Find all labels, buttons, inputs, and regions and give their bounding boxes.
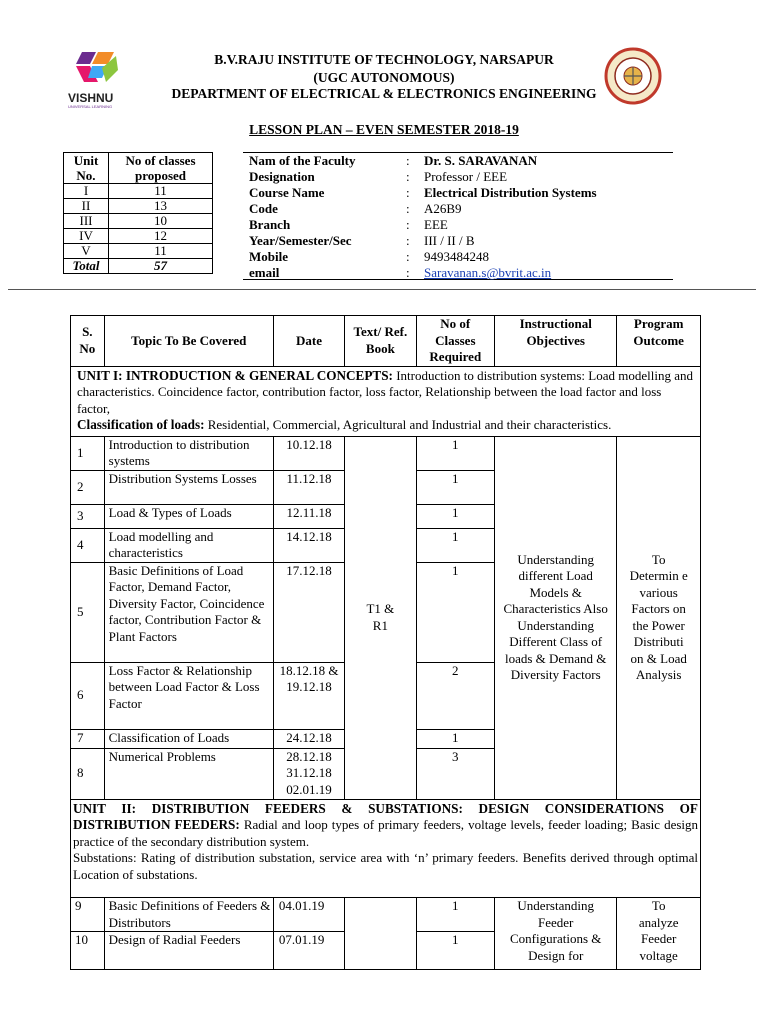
faculty-colon: : [406, 153, 410, 168]
unit-classes: 12 [109, 229, 213, 244]
unit-no: IV [64, 229, 109, 244]
row-classes: 2 [416, 662, 494, 729]
unit2-text: Radial and loop types of primary feeders, voltage levels, feeder loading; Basic design practice of the secondary distribution system. [73, 817, 699, 849]
row-date: 14.12.18 [273, 528, 344, 562]
row-classes: 1 [416, 470, 494, 504]
faculty-value: A26B9 [424, 201, 462, 216]
row-classes: 1 [416, 932, 494, 970]
logo-text: VISHNU [68, 91, 114, 105]
faculty-label: Course Name [249, 185, 325, 200]
row-no: 7 [71, 729, 105, 748]
faculty-label: Code [249, 201, 278, 216]
institute-name: B.V.RAJU INSTITUTE OF TECHNOLOGY, NARSAPUR [214, 52, 554, 67]
row-no: 3 [71, 504, 105, 528]
unit2-heading: UNIT II: DISTRIBUTION FEEDERS & SUBSTATIONS: DESIGN CONSIDERATIONS OF DISTRIBUTION FEEDERS: [73, 800, 698, 832]
faculty-value: Professor / EEE [424, 169, 508, 184]
faculty-label: Branch [249, 217, 291, 232]
faculty-email-link[interactable]: Saravanan.s@bvrit.ac.in [424, 265, 552, 280]
row-no: 9 [71, 898, 105, 932]
faculty-colon: : [406, 265, 410, 280]
unit2-description [71, 799, 701, 898]
row-date: 04.01.19 [273, 898, 344, 932]
row-date: 10.12.18 [273, 436, 344, 470]
faculty-colon: : [406, 169, 410, 184]
faculty-row [249, 265, 597, 281]
faculty-row [249, 185, 597, 201]
faculty-value: Dr. S. SARAVANAN [424, 153, 538, 168]
col-date: Date [273, 316, 344, 367]
faculty-value: III / II / B [424, 233, 475, 248]
unit-no: III [64, 214, 109, 229]
row-topic: Load & Types of Loads [104, 504, 273, 528]
outcome-cell: To analyze Feeder voltage [617, 898, 701, 970]
faculty-colon: : [406, 249, 410, 264]
textbook-cell: T1 & R1 [345, 436, 416, 799]
units-row [64, 184, 213, 199]
textbook-cell [345, 898, 416, 970]
unit-no: V [64, 244, 109, 259]
faculty-row [249, 217, 597, 233]
row-topic: Introduction to distribution systems [104, 436, 273, 470]
unit1-text: Introduction to distribution systems: Load modelling and characteristics. Coincidence factor, contribution factor, loss factor, Relationship between the load factor and loss factor, [77, 367, 693, 416]
row-classes: 1 [416, 729, 494, 748]
row-no: 8 [71, 748, 105, 799]
row-date: 12.11.18 [273, 504, 344, 528]
section-divider [8, 289, 756, 290]
row-no: 10 [71, 932, 105, 970]
col-outcome: Program Outcome [617, 316, 701, 367]
units-header-unit: Unit No. [64, 153, 109, 184]
autonomy-text: (UGC AUTONOMOUS) [313, 70, 455, 85]
col-classes: No of Classes Required [416, 316, 494, 367]
unit-classes: 11 [109, 184, 213, 199]
faculty-colon: : [406, 233, 410, 248]
faculty-row [249, 201, 597, 217]
objectives-cell: Understanding Feeder Configurations & Design for [495, 898, 617, 970]
col-objectives: Instructional Objectives [495, 316, 617, 367]
col-sno: S. No [71, 316, 105, 367]
units-row [64, 214, 213, 229]
row-topic: Basic Definitions of Load Factor, Demand Factor, Diversity Factor, Coincidence factor, Contribution Factor & Plant Factors [104, 562, 273, 662]
col-text-book: Text/ Ref. Book [345, 316, 416, 367]
unit1-text2: Residential, Commercial, Agricultural and Industrial and their characteristics. [204, 417, 612, 432]
units-row [64, 199, 213, 214]
row-classes: 1 [416, 898, 494, 932]
faculty-value: Electrical Distribution Systems [424, 185, 597, 200]
unit1-heading2: Classification of loads: [77, 417, 205, 432]
unit-no: I [64, 184, 109, 199]
units-table [63, 152, 213, 274]
row-topic: Numerical Problems [104, 748, 273, 799]
row-no: 1 [71, 436, 105, 470]
unit-no: II [64, 199, 109, 214]
units-header-classes: No of classes proposed [109, 153, 213, 184]
faculty-row [249, 153, 597, 169]
faculty-info [249, 153, 597, 281]
logo-subtext: UNIVERSAL LEARNING [68, 104, 113, 109]
row-topic: Loss Factor & Relationship between Load Factor & Loss Factor [104, 662, 273, 729]
row-topic: Distribution Systems Losses [104, 470, 273, 504]
faculty-value: EEE [424, 217, 448, 232]
row-topic: Classification of Loads [104, 729, 273, 748]
lesson-plan-title: LESSON PLAN – EVEN SEMESTER 2018-19 [249, 122, 519, 137]
row-date: 07.01.19 [273, 932, 344, 970]
row-classes: 3 [416, 748, 494, 799]
faculty-colon: : [406, 185, 410, 200]
faculty-value: 9493484248 [424, 249, 489, 264]
lesson-plan-table [70, 315, 701, 970]
faculty-label: Mobile [249, 249, 288, 264]
row-date: 24.12.18 [273, 729, 344, 748]
unit-classes: 10 [109, 214, 213, 229]
unit-classes: 11 [109, 244, 213, 259]
faculty-row [249, 249, 597, 265]
row-classes: 1 [416, 562, 494, 662]
faculty-row [249, 233, 597, 249]
unit-classes: 13 [109, 199, 213, 214]
table-row [71, 898, 701, 932]
row-classes: 1 [416, 504, 494, 528]
units-total-value: 57 [109, 259, 213, 274]
faculty-row [249, 169, 597, 185]
faculty-colon: : [406, 201, 410, 216]
objectives-cell: Understanding different Load Models & Characteristics Also Understanding Different Class of loads & Demand & Diversity Factors [495, 436, 617, 799]
row-topic: Design of Radial Feeders [104, 932, 273, 970]
unit1-description [71, 366, 701, 436]
faculty-label: email [249, 265, 280, 280]
row-no: 4 [71, 528, 105, 562]
row-classes: 1 [416, 528, 494, 562]
units-total-label: Total [64, 259, 109, 274]
row-date: 11.12.18 [273, 470, 344, 504]
units-row [64, 229, 213, 244]
unit1-heading: UNIT I: INTRODUCTION & GENERAL CONCEPTS: [77, 367, 393, 383]
table-row [71, 436, 701, 470]
row-topic: Basic Definitions of Feeders & Distributors [104, 898, 273, 932]
col-topic: Topic To Be Covered [104, 316, 273, 367]
unit2-text2: Substations: Rating of distribution substation, service area with ‘n’ primary feeders. Benefits derived through optimal Location of substations. [73, 850, 698, 882]
row-classes: 1 [416, 436, 494, 470]
row-date: 18.12.18 & 19.12.18 [273, 662, 344, 729]
row-date: 28.12.18 31.12.18 02.01.19 [273, 748, 344, 799]
faculty-label: Nam of the Faculty [249, 153, 356, 168]
units-row [64, 244, 213, 259]
faculty-label: Designation [249, 169, 315, 184]
faculty-label: Year/Semester/Sec [249, 233, 352, 248]
outcome-cell: To Determin e various Factors on the Power Distributi on & Load Analysis [617, 436, 701, 799]
row-no: 5 [71, 562, 105, 662]
row-date: 17.12.18 [273, 562, 344, 662]
row-no: 2 [71, 470, 105, 504]
department-name: DEPARTMENT OF ELECTRICAL & ELECTRONICS ENGINEERING [171, 86, 597, 101]
row-no: 6 [71, 662, 105, 729]
row-topic: Load modelling and characteristics [104, 528, 273, 562]
faculty-colon: : [406, 217, 410, 232]
